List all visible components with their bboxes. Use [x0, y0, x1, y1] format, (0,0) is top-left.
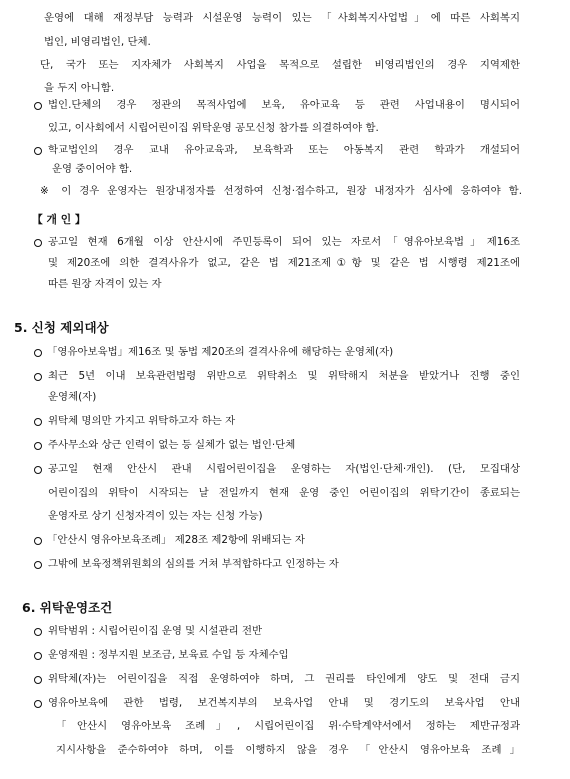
list-item: 위탁체(자)는 어린이집을 직접 운영하여야 하며, 그 권리를 타인에게 양도 및 전대 금지 — [48, 673, 520, 685]
bullet-circle-icon — [34, 349, 42, 357]
list-item: 운영재원 : 정부지원 보조금, 보육료 수입 등 자체수입 — [48, 649, 289, 661]
individual-heading: 【 개 인 】 — [32, 213, 86, 226]
bullet-circle-icon — [34, 239, 42, 247]
bullet-circle-icon — [34, 537, 42, 545]
bullet-circle-icon — [34, 652, 42, 660]
text-line: 학교법인의 경우 교내 유아교육과, 보육학과 또는 아동복지 관련 학과가 개설되어 — [48, 144, 520, 156]
section-6-heading: 6. 위탁운영조건 — [22, 600, 113, 615]
list-item-cont: 운영체(자) — [48, 391, 97, 403]
bullet-circle-icon — [34, 628, 42, 636]
bullet-circle-icon — [34, 147, 42, 155]
bullet-circle-icon — [34, 466, 42, 474]
text-line: 법인, 비영리법인, 단체. — [44, 36, 151, 48]
list-item: 공고일 현재 안산시 관내 시립어린이집을 운영하는 자(법인·단체·개인). (단, 모집대상 — [48, 463, 520, 475]
text-line: 공고일 현재 6개월 이상 안산시에 주민등록이 되어 있는 자로서「영유아보육법」제16조 — [48, 236, 520, 248]
section-5-heading: 5. 신청 제외대상 — [14, 320, 109, 335]
bullet-circle-icon — [34, 418, 42, 426]
bullet-circle-icon — [34, 373, 42, 381]
bullet-circle-icon — [34, 102, 42, 110]
text-line: 운영 중이어야 함. — [52, 163, 133, 175]
list-item-cont: 지시사항을 준수하여야 하며, 이를 이행하지 않을 경우 「안산시 영유아보육 조례」 — [56, 744, 520, 756]
list-item-cont: 운영자로 상기 신청자격이 있는 자는 신청 가능) — [48, 510, 263, 522]
text-line: 운영에 대해 재정부담 능력과 시설운영 능력이 있는 「사회복지사업법」에 따른 사회복지 — [44, 12, 520, 24]
list-item: 위탁체 명의만 가지고 위탁하고자 하는 자 — [48, 415, 236, 427]
bullet-circle-icon — [34, 561, 42, 569]
bullet-circle-icon — [34, 700, 42, 708]
list-item: 최근 5년 이내 보육관련법령 위반으로 위탁취소 및 위탁해지 처분을 받았거나 진행 중인 — [48, 370, 520, 382]
text-line: 따른 원장 자격이 있는 자 — [48, 278, 162, 290]
text-line: 단, 국가 또는 지자체가 사회복지 사업을 목적으로 설립한 비영리법인의 경우 지역제한 — [40, 59, 520, 71]
list-item: 위탁범위 : 시립어린이집 운영 및 시설관리 전반 — [48, 625, 263, 637]
bullet-circle-icon — [34, 442, 42, 450]
text-line: 을 두지 아니함. — [44, 82, 115, 94]
list-item: 「영유아보육법」제16조 및 동법 제20조의 결격사유에 해당하는 운영체(자) — [47, 346, 394, 358]
list-item: 그밖에 보육정책위원회의 심의를 거쳐 부적합하다고 인정하는 자 — [48, 558, 339, 570]
list-item-cont: 어린이집의 위탁이 시작되는 날 전일까지 현재 운영 중인 어린이집의 위탁기간이 종료되는 — [48, 487, 520, 499]
text-line: 있고, 이사회에서 시립어린이집 위탁운영 공모신청 참가를 의결하여야 함. — [48, 122, 379, 134]
note-line: ※ 이 경우 운영자는 원장내정자를 선정하여 신청·접수하고, 원장 내정자가 심사에 응하여야 함. — [40, 185, 522, 197]
text-line: 법인.단체의 경우 정관의 목적사업에 보육, 유아교육 등 관련 사업내용이 명시되어 — [48, 99, 520, 111]
list-item: 주사무소와 상근 인력이 없는 등 실체가 없는 법인·단체 — [48, 439, 296, 451]
list-item: 영유아보육에 관한 법령, 보건복지부의 보육사업 안내 및 경기도의 보육사업 안내 — [48, 697, 520, 709]
bullet-circle-icon — [34, 676, 42, 684]
list-item: 「안산시 영유아보육조례」 제28조 제2항에 위배되는 자 — [47, 534, 305, 546]
list-item-cont: 「안산시 영유아보육 조례」, 시립어린이집 위·수탁계약서에서 정하는 제반규정과 — [56, 720, 520, 732]
text-line: 및 제20조에 의한 결격사유가 없고, 같은 법 제21조제①항 및 같은 법 시행령 제21조에 — [48, 257, 520, 269]
